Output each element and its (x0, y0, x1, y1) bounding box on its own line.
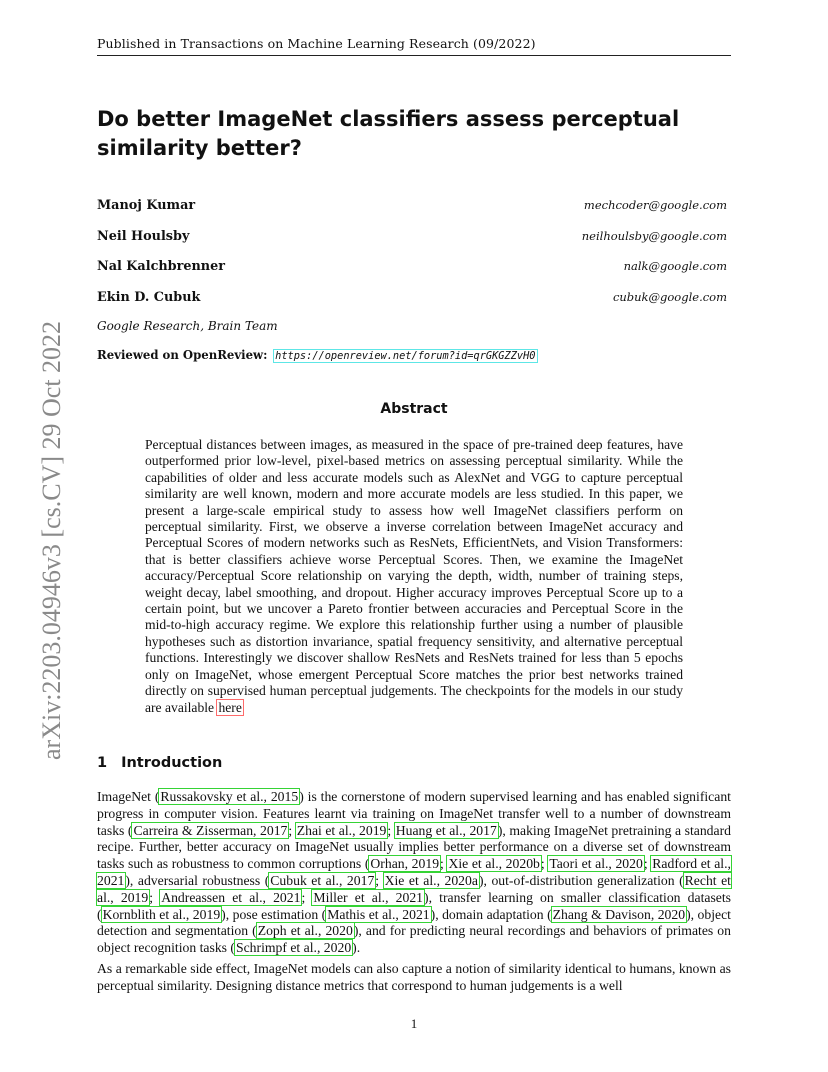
abstract-heading: Abstract (380, 401, 448, 417)
intro-text: ), making ImageNet pretraining a standard recipe. Further, better accuracy on ImageNet usually implies better performance on a diverse set of downstream tasks such as robustness to common corruptions ( (97, 822, 731, 872)
page-number: 1 (410, 1016, 418, 1031)
intro-text: ) is the cornerstone of modern supervised learning and has enabled significant progress in computer vision. Features learnt via training on ImageNet transfer well to a number of downstream tasks ( (97, 789, 731, 838)
intro-text: ), transfer learning on smaller classification datasets ( (97, 889, 731, 922)
author-row (97, 198, 731, 216)
intro-text: ). (352, 940, 361, 956)
intro-paragraph (97, 789, 731, 957)
citation-link[interactable]: Miller et al., 2021 (313, 889, 424, 905)
citation-link[interactable]: Zhang & Davison, 2020 (552, 906, 686, 922)
affiliation: Google Research, Brain Team (97, 319, 278, 333)
journal-header: Published in Transactions on Machine Learning Research (09/2022) (97, 36, 536, 51)
intro-text: ), domain adaptation ( (430, 906, 552, 922)
intro-text: ; (643, 856, 652, 872)
citation-link[interactable]: Andreassen et al., 2021 (161, 889, 301, 905)
intro-text: ), and for predicting neural recordings and behaviors of primates on object recognition tasks ( (97, 923, 731, 956)
citation-link[interactable]: Xie et al., 2020b (448, 856, 540, 872)
author-row (97, 229, 731, 247)
citation-link[interactable]: Zhai et al., 2019 (296, 822, 387, 838)
author-name: Manoj Kumar (97, 198, 196, 213)
citation-link[interactable]: Schrimpf et al., 2020 (235, 940, 352, 956)
intro-text: ), out-of-distribution generalization ( (478, 872, 684, 888)
intro-text: ; (301, 889, 313, 905)
intro-text: ), object detection and segmentation ( (97, 906, 731, 939)
intro-text: ; (149, 889, 161, 905)
intro-text: ; (375, 872, 384, 888)
intro-text: ; (288, 822, 296, 838)
citation-link[interactable]: Kornblith et al., 2019 (102, 906, 221, 922)
checkpoints-link[interactable]: here (218, 699, 242, 715)
section-heading (97, 755, 222, 771)
citation-link[interactable]: Russakovsky et al., 2015 (160, 789, 299, 804)
author-row (97, 290, 731, 308)
intro-text: ), adversarial robustness ( (125, 872, 270, 888)
citation-link[interactable]: Recht et al., 2019 (97, 872, 731, 905)
citation-link[interactable]: Carreira & Zisserman, 2017 (133, 822, 288, 838)
intro-text: ; (540, 856, 549, 872)
citation-link[interactable]: Cubuk et al., 2017 (270, 872, 375, 888)
author-name: Ekin D. Cubuk (97, 290, 201, 305)
abstract-text: Perceptual distances between images, as measured in the space of pre-trained deep features, have outperformed prior low-level, pixel-based metrics on assessing perceptual similarity. While the capabilities of older and less accurate models such as AlexNet and VGG to capture perceptual similarity are well known, modern and more accurate models are less studied. In this paper, we present a large-scale empirical study to assess how well ImageNet classifiers perform on perceptual similarity. First, we observe a inverse correlation between ImageNet accuracy and Perceptual Scores of modern networks such as ResNets, EfficientNets, and Vision Transformers: that is better classifiers achieve worse Perceptual Scores. Then, we examine the ImageNet accuracy/Perceptual Score relationship on varying the depth, width, number of training steps, weight decay, label smoothing, and dropout. Higher accuracy improves Perceptual Score up to a certain point, but we uncover a Pareto frontier between accuracies and Perceptual Score in the mid-to-high accuracy regime. We explore this relationship further using a number of plausible hypotheses such as distortion invariance, spatial frequency sensitivity, and alternative perceptual functions. Interestingly we discover shallow ResNets and ResNets trained for less than 5 epochs only on ImageNet, whose emergent Perceptual Score matches the prior best networks trained directly on supervised human perceptual judgements. The checkpoints for the models in our study are available (145, 437, 683, 715)
paper-title: Do better ImageNet classifiers assess perceptual similarity better? (97, 107, 680, 160)
section-title: Introduction (121, 755, 223, 771)
openreview-line (97, 348, 537, 362)
author-email[interactable]: cubuk@google.com (612, 290, 727, 304)
openreview-link[interactable]: https://openreview.net/forum?id=qrGKGZZvH0 (275, 350, 536, 362)
author-row (97, 259, 731, 277)
intro-text: ; (387, 822, 395, 838)
citation-link[interactable]: Orhan, 2019 (370, 856, 440, 872)
author-name: Nal Kalchbrenner (97, 259, 226, 274)
intro-text: ), pose estimation ( (221, 906, 327, 922)
citation-link[interactable]: Mathis et al., 2021 (327, 906, 430, 922)
author-name: Neil Houlsby (97, 229, 190, 244)
abstract-body (145, 437, 683, 716)
citation-link[interactable]: Xie et al., 2020a (384, 872, 478, 888)
intro-paragraph: As a remarkable side effect, ImageNet models can also capture a notion of similarity identical to humans, known as perceptual similarity. Designing distance metrics that correspond to human judgements is a well (97, 961, 731, 993)
citation-link[interactable]: Radford et al., 2021 (97, 856, 731, 888)
author-email[interactable]: nalk@google.com (623, 259, 727, 273)
openreview-label: Reviewed on OpenReview: (97, 348, 268, 362)
citation-link[interactable]: Taori et al., 2020 (549, 856, 643, 872)
citation-link[interactable]: Huang et al., 2017 (395, 822, 497, 838)
section-number: 1 (97, 755, 108, 771)
arxiv-identifier: arXiv:2203.04946v3 [cs.CV] 29 Oct 2022 (37, 320, 66, 760)
author-email[interactable]: neilhoulsby@google.com (581, 229, 727, 243)
citation-link[interactable]: Zoph et al., 2020 (257, 923, 353, 939)
header-rule (97, 55, 731, 56)
intro-text: ImageNet ( (97, 789, 160, 804)
author-email[interactable]: mechcoder@google.com (583, 198, 727, 212)
intro-text: ; (440, 856, 448, 872)
